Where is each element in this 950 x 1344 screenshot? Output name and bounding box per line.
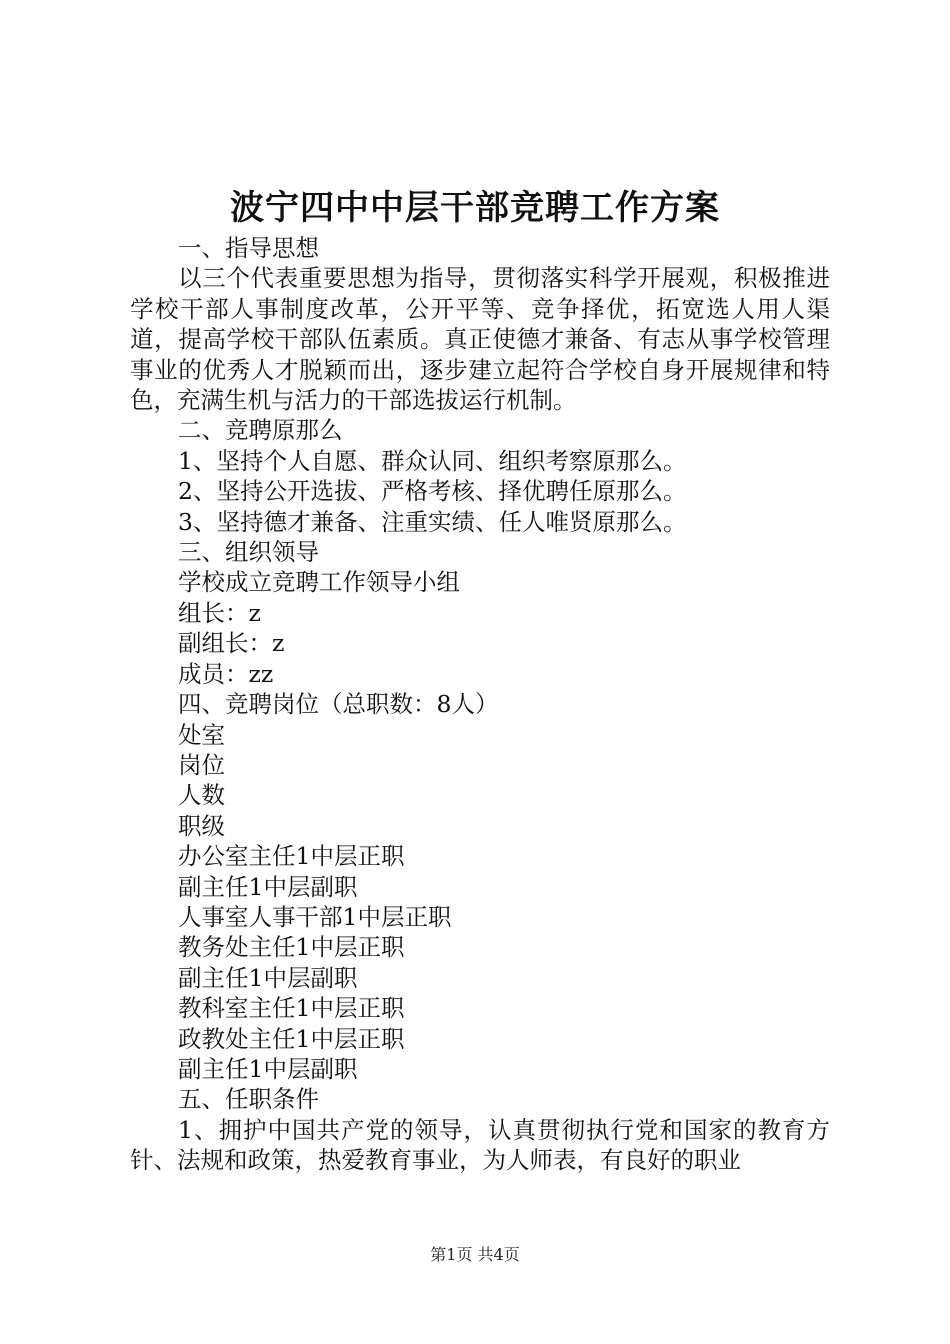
section-heading: 三、组织领导 [178,538,319,567]
text-line: 成员：zz [178,659,274,688]
table-row: 政教处主任1中层正职 [178,1024,405,1053]
table-row: 副主任1中层副职 [178,872,358,901]
table-header-cell: 处室 [178,720,225,749]
paragraph: 1、拥护中国共产党的领导，认真贯彻执行党和国家的教育方针、法规和政策，热爱教育事业，为人师表，有良好的职业 [130,1115,830,1175]
table-header-cell: 岗位 [178,750,225,779]
table-header-cell: 职级 [178,811,225,840]
page-footer: 第1页 共4页 [430,1245,520,1264]
table-row: 副主任1中层副职 [178,1054,358,1083]
section-heading: 四、竞聘岗位（总职数：8人） [178,690,499,719]
document-body [130,233,830,1176]
text-line: 副组长：z [178,629,285,658]
document-title: 波宁四中中层干部竞聘工作方案 [230,188,720,228]
text-line: 组长：z [178,598,261,627]
table-row: 办公室主任1中层正职 [178,842,405,871]
list-item: 3、坚持德才兼备、注重实绩、任人唯贤原那么。 [178,507,687,536]
table-row: 人事室人事干部1中层正职 [178,902,452,931]
list-item: 2、坚持公开选拔、严格考核、择优聘任原那么。 [178,477,687,506]
table-row: 副主任1中层副职 [178,963,358,992]
section-heading: 二、竞聘原那么 [178,416,343,445]
table-row: 教务处主任1中层正职 [178,933,405,962]
table-header-cell: 人数 [178,781,225,810]
text-line: 学校成立竞聘工作领导小组 [178,568,460,597]
table-row: 教科室主任1中层正职 [178,994,405,1023]
section-heading: 五、任职条件 [178,1085,319,1114]
paragraph: 以三个代表重要思想为指导，贯彻落实科学开展观，积极推进学校干部人事制度改革，公开平等、竞争择优，拓宽选人用人渠道，提高学校干部队伍素质。真正使德才兼备、有志从事学校管理事业的优秀人才脱颖而出，逐步建立起符合学校自身开展规律和特色，充满生机与活力的干部选拔运行机制。 [130,264,830,415]
section-heading: 一、指导思想 [178,234,319,262]
list-item: 1、坚持个人自愿、群众认同、组织考察原那么。 [178,446,687,475]
